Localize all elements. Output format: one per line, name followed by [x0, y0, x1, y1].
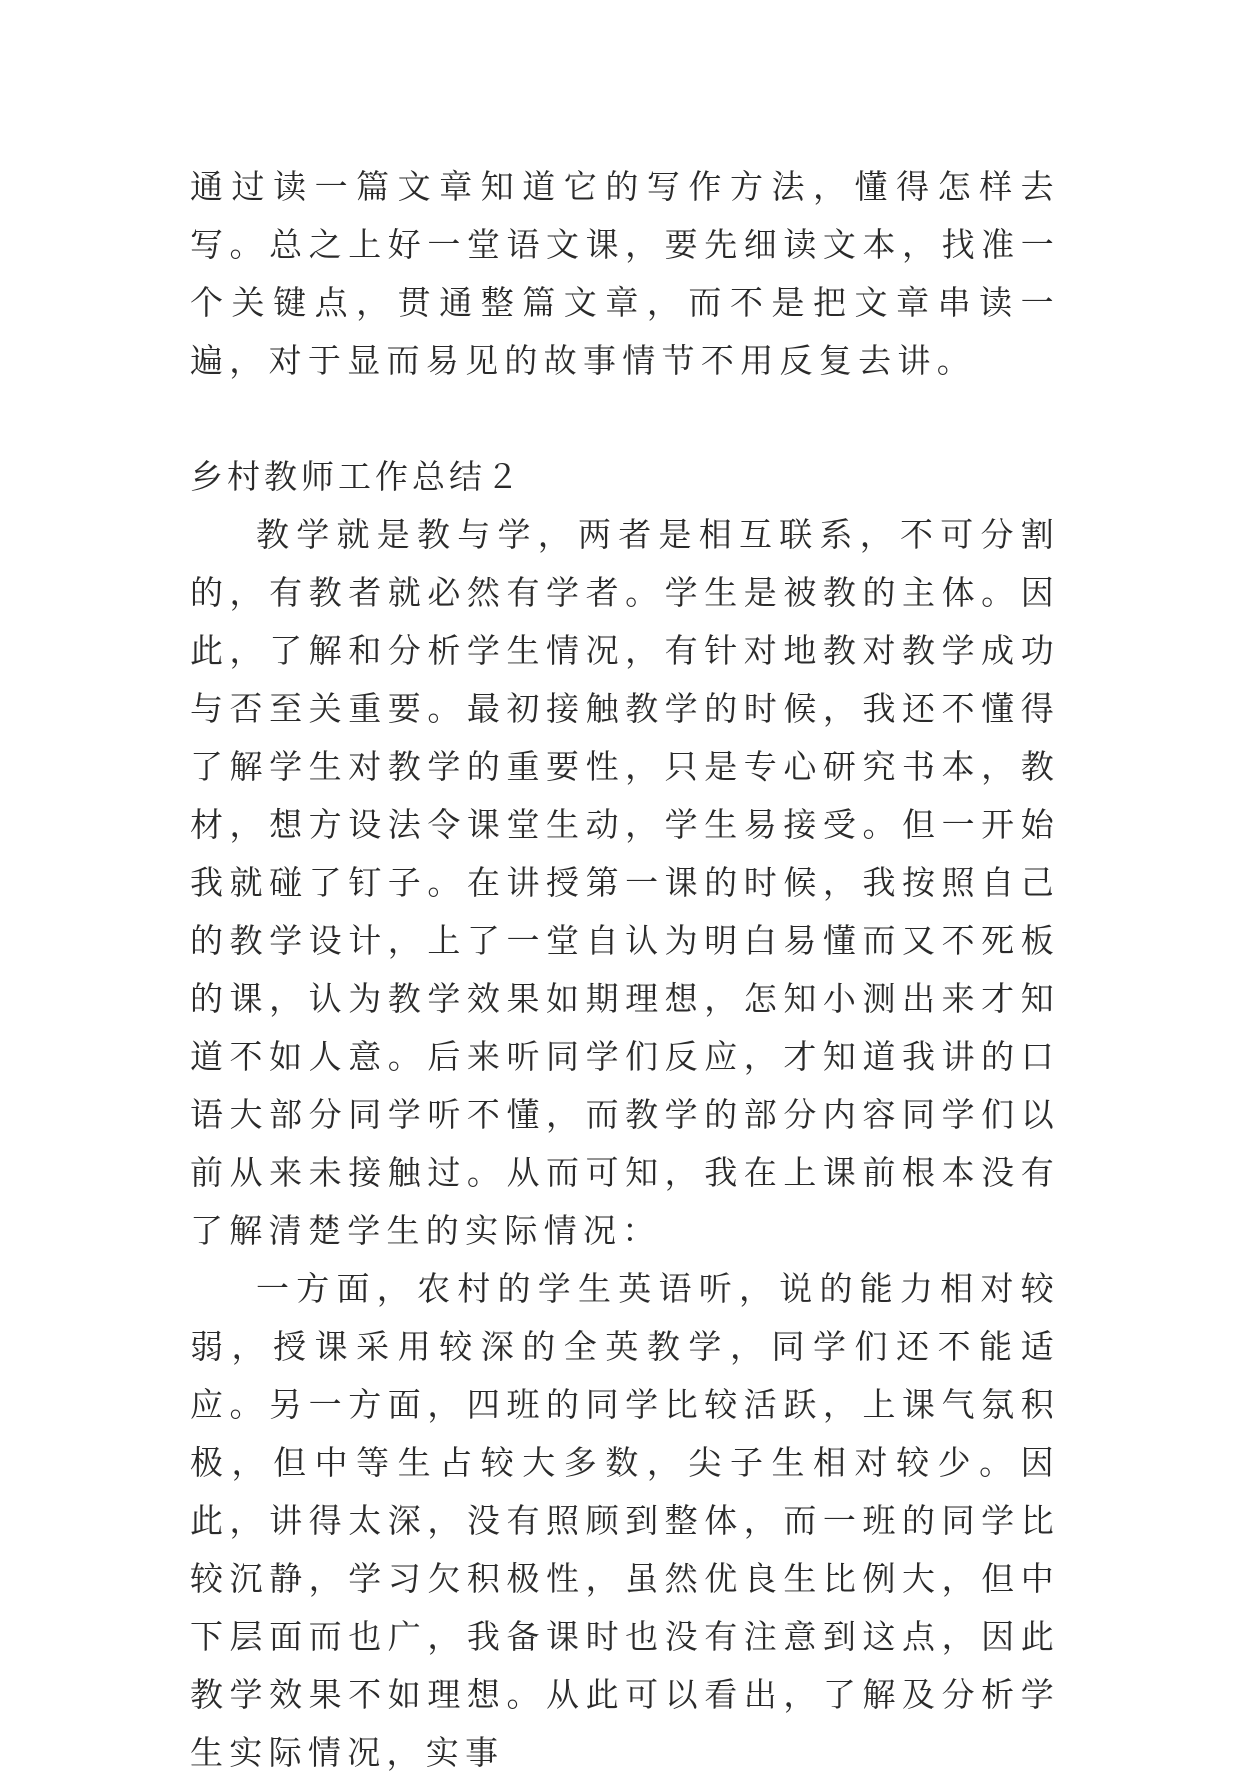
- document-body: [190, 158, 1060, 1782]
- section-spacer: [190, 390, 1060, 448]
- lead-paragraph: 通过读一篇文章知道它的写作方法，懂得怎样去写。总之上好一堂语文课，要先细读文本，找准一个关键点，贯通整篇文章，而不是把文章串读一遍，对于显而易见的故事情节不用反复去讲。: [190, 167, 1060, 380]
- section-heading: 乡村教师工作总结２: [190, 457, 523, 496]
- body-paragraph-1: 教学就是教与学，两者是相互联系，不可分割的，有教者就必然有学者。学生是被教的主体。因此，了解和分析学生情况，有针对地教对教学成功与否至关重要。最初接触教学的时候，我还不懂得了解学生对教学的重要性，只是专心研究书本，教材，想方设法令课堂生动，学生易接受。但一开始我就碰了钉子。在讲授第一课的时候，我按照自己的教学设计，上了一堂自认为明白易懂而又不死板的课，认为教学效果如期理想，怎知小测出来才知道不如人意。后来听同学们反应，才知道我讲的口语大部分同学听不懂，而教学的部分内容同学们以前从来未接触过。从而可知，我在上课前根本没有了解清楚学生的实际情况：: [190, 515, 1060, 1250]
- body-paragraph-2: 一方面，农村的学生英语听，说的能力相对较弱，授课采用较深的全英教学，同学们还不能适应。另一方面，四班的同学比较活跃，上课气氛积极，但中等生占较大多数，尖子生相对较少。因此，讲得太深，没有照顾到整体，而一班的同学比较沉静，学习欠积极性，虽然优良生比例大，但中下层面而也广，我备课时也没有注意到这点，因此教学效果不如理想。从此可以看出，了解及分析学生实际情况，实事: [190, 1269, 1060, 1772]
